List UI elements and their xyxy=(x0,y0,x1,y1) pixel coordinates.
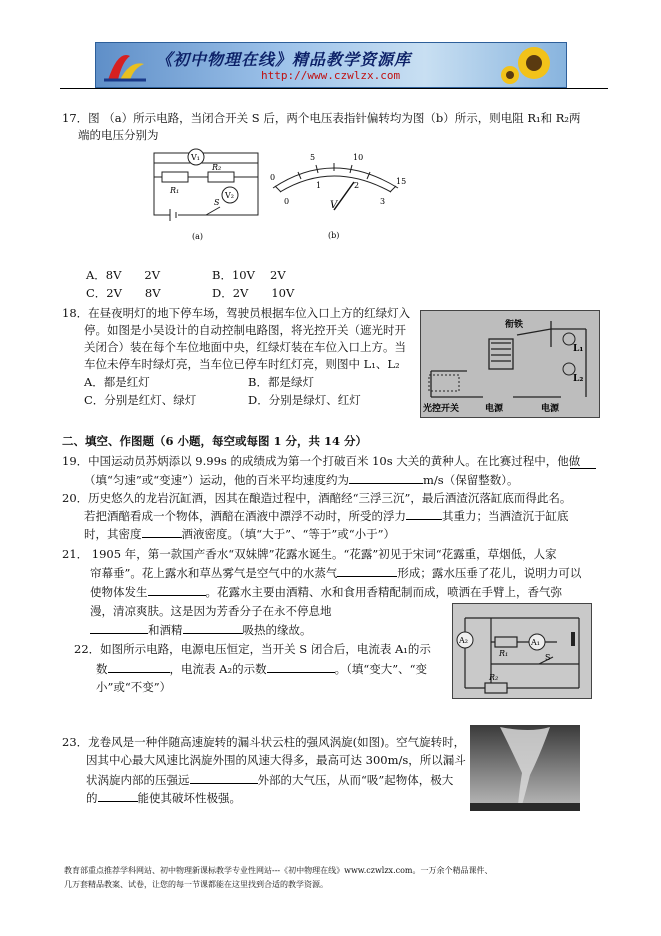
q20-line3: 时，其密度 酒液密度。（填“大于”、“等于”或“小于”） xyxy=(84,527,396,541)
q19-line1: 19．中国运动员苏炳添以 9.99s 的成绩成为第一个打破百米 10s 大关的黄种人。在比赛过程中，他做 xyxy=(62,454,581,468)
q18-line4: 车位未停车时绿灯亮，当车位已停车时红灯亮，则图中 L₁、L₂ xyxy=(84,357,400,371)
q20-line2: 若把酒醅看成一个物体，酒醅在酒液中漂浮不动时，所受的浮力 其重力；当酒渣沉于缸底 xyxy=(84,509,569,523)
power-label-2: 电源 xyxy=(541,404,560,414)
q21-line1: 21． 1905 年，第一款国产香水“双妹牌”花露水诞生。“花露”初见于宋词“花露重，草烟低，人家 xyxy=(62,547,557,561)
q21-blank-3[interactable] xyxy=(90,621,148,634)
q19-blank-1[interactable] xyxy=(570,456,596,469)
r2-label: R₂ xyxy=(489,673,499,682)
q22-line2: 数 ，电流表 A₂的示数 。（填“变大”、“变 xyxy=(96,662,427,676)
l2-label: L₂ xyxy=(573,374,584,384)
q17-line1: 17．图 （a）所示电路，当闭合开关 S 后，两个电压表指针偏转均为图（b）所示，则电阻 R₁和 R₂两 xyxy=(62,111,581,125)
gauge-top-5: 5 xyxy=(310,153,316,162)
q17-option-b: B．10V 2V xyxy=(212,268,286,282)
q18-relay-figure xyxy=(420,310,600,418)
q21-line2: 帘幕垂”。花上露水和草丛雾气是空气中的水蒸气 形成；露水压垂了花儿，说明力可以 xyxy=(90,566,582,580)
q21-line3: 使物体发生 。花露水主要由酒精、水和食用香精配制而成，喷洒在手臂上，香气弥 xyxy=(90,585,562,599)
q17-option-a: A．8V 2V xyxy=(86,268,161,282)
q18-option-d: D．分别是绿灯、红灯 xyxy=(248,393,361,407)
fig-a-caption: (a) xyxy=(192,232,204,241)
q17-figure-b xyxy=(258,148,408,246)
q23-blank-2[interactable] xyxy=(98,789,138,802)
q22-circuit-figure xyxy=(452,603,592,699)
banner-title: 《初中物理在线》精品教学资源库 xyxy=(156,50,412,69)
r2-label: R₂ xyxy=(212,163,222,172)
q23-line4: 的 能使其破坏性极强。 xyxy=(86,791,241,805)
gauge-bottom-1: 1 xyxy=(316,181,322,190)
gauge-bottom-2: 2 xyxy=(354,181,360,190)
switch-label: S xyxy=(214,198,220,207)
gauge-top-15: 15 xyxy=(396,177,407,186)
q23-line3: 状涡旋内部的压强远 外部的大气压，从而“吸”起物体，极大 xyxy=(86,773,454,787)
sunflower-icon xyxy=(496,43,566,87)
gauge-bottom-3: 3 xyxy=(380,197,386,206)
footer-line2: 几万套精品教案、试卷，让您的每一节课都能在这里找到合适的教学资源。 xyxy=(64,880,328,889)
armature-label: 衔铁 xyxy=(505,320,524,330)
header-rule xyxy=(60,88,608,89)
header-banner xyxy=(95,42,567,88)
q18-line1: 18．在昼夜明灯的地下停车场，驾驶员根据车位入口上方的红绿灯入 xyxy=(62,306,411,320)
q23-blank-1[interactable] xyxy=(190,771,258,784)
q23-line2: 因其中心最大风速比涡旋外围的风速大得多，最高可达 300m/s，所以漏斗 xyxy=(86,753,466,767)
r1-label: R₁ xyxy=(499,649,509,658)
q19-blank-2[interactable] xyxy=(349,471,423,484)
q21-blank-4[interactable] xyxy=(183,621,243,634)
switch-label: S xyxy=(545,653,551,662)
power-label-1: 电源 xyxy=(485,404,504,414)
light-switch-label: 光控开关 xyxy=(423,404,460,414)
q18-option-b: B．都是绿灯 xyxy=(248,375,314,389)
banner-url[interactable]: http://www.czwlzx.com xyxy=(261,69,401,82)
gauge-top-0: 0 xyxy=(270,173,276,182)
q17-option-d: D．2V 10V xyxy=(212,286,295,300)
gauge-bottom-0: 0 xyxy=(284,197,290,206)
q20-blank-2[interactable] xyxy=(142,525,182,538)
fig-b-caption: (b) xyxy=(328,231,340,240)
section2-heading: 二、填空、作图题（6 小题，每空或每图 1 分，共 14 分） xyxy=(62,434,368,448)
q22-line3: 小”或“不变”） xyxy=(96,680,172,694)
q18-option-c: C．分别是红灯、绿灯 xyxy=(84,393,197,407)
a1-label: A₁ xyxy=(531,638,540,647)
v1-label: V₁ xyxy=(191,153,200,162)
gauge-top-10: 10 xyxy=(353,153,364,162)
q20-blank-1[interactable] xyxy=(406,507,442,520)
q21-line4: 漫，清凉爽肤。这是因为芳香分子在永不停息地 xyxy=(90,604,332,618)
q21-blank-2[interactable] xyxy=(148,583,206,596)
tornado-photo xyxy=(470,725,580,811)
q22-blank-2[interactable] xyxy=(267,660,335,673)
q22-line1: 22．如图所示电路，电源电压恒定，当开关 S 闭合后，电流表 A₁的示 xyxy=(74,642,431,656)
logo-icon xyxy=(100,46,150,84)
v2-label: V₂ xyxy=(225,191,234,200)
q17-figure-a xyxy=(148,143,268,243)
gauge-unit: V xyxy=(330,200,338,211)
q18-line3: 关闭合）装在每个车位地面中央，红绿灯装在车位入口上方。当 xyxy=(84,340,406,354)
q21-line5: 和酒精 吸热的缘故。 xyxy=(90,621,312,638)
q17-option-c: C．2V 8V xyxy=(86,286,161,300)
footer-line1: 教育部重点推荐学科网站、初中物理新课标教学专业性网站---《初中物理在线》www.czwlzx.com。一万余个精品课件、 xyxy=(64,866,493,875)
q23-line1: 23．龙卷风是一种伴随高速旋转的漏斗状云柱的强风涡旋(如图)。空气旋转时， xyxy=(62,735,466,749)
q18-line2: 停。如图是小吴设计的自动控制电路图，将光控开关（遮光时开 xyxy=(84,323,406,337)
l1-label: L₁ xyxy=(573,344,584,354)
q17-line2: 端的电压分别为 xyxy=(78,128,159,142)
footer xyxy=(64,864,604,892)
q21-blank-1[interactable] xyxy=(337,564,397,577)
a2-label: A₂ xyxy=(459,636,468,645)
q20-line1: 20．历史悠久的龙岩沉缸酒，因其在酿造过程中，酒醅经“三浮三沉”，最后酒渣沉落缸底而得此名。 xyxy=(62,491,572,505)
r1-label: R₁ xyxy=(170,186,180,195)
q22-blank-1[interactable] xyxy=(108,660,170,673)
q19-line2: （填“匀速”或“变速”）运动，他的百米平均速度约为 m/s（保留整数）。 xyxy=(84,473,519,487)
q18-option-a: A．都是红灯 xyxy=(84,375,150,389)
